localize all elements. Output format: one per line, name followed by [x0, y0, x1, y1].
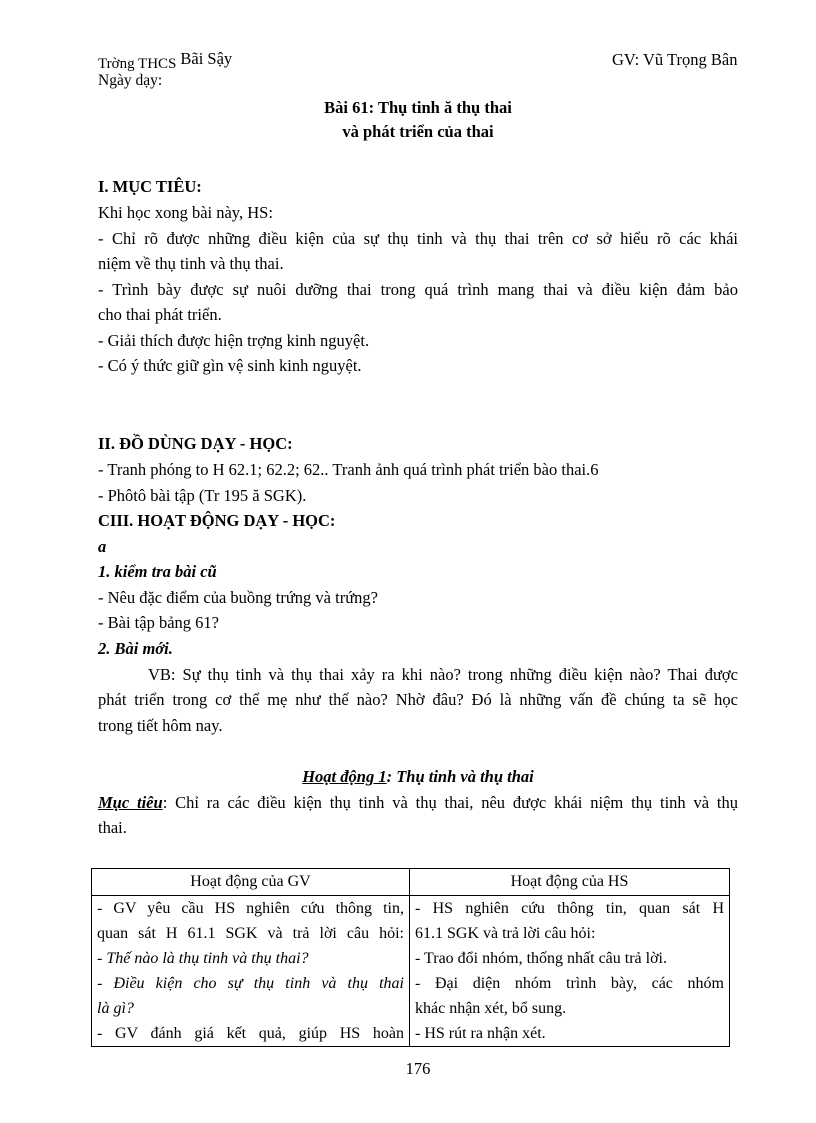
- hs-cell: [410, 896, 730, 1047]
- objective-2a: - Trình bày được sự nuôi dưỡng thai trong quá trình mang thai và điều kiện đảm bảo: [98, 280, 738, 299]
- section2-heading: II. ĐỒ DÙNG DẠY - HỌC:: [98, 434, 293, 453]
- activity1-goal: [98, 793, 738, 813]
- col-header-hs: Hoạt động của HS: [410, 869, 730, 896]
- section3-heading: CIII. HOẠT ĐỘNG DẠY - HỌC:: [98, 511, 336, 530]
- header-teacher: GV: Vũ Trọng Bân: [612, 50, 738, 69]
- objective-2b: cho thai phát triển.: [98, 305, 222, 324]
- gv-line: - GV yêu cầu HS nghiên cứu thông tin,: [97, 900, 404, 917]
- goal-text-b: thai.: [98, 818, 127, 837]
- review-question-1: - Nêu đặc điểm của buồng trứng và trứng?: [98, 588, 378, 607]
- school-prefix: Trờng THCS: [98, 56, 177, 72]
- materials-2: - Phôtô bài tập (Tr 195 ă SGK).: [98, 486, 307, 505]
- lesson-title-line1: Bài 61: Thụ tinh ă thụ thai: [324, 98, 512, 117]
- intro-line-3: trong tiết hôm nay.: [98, 716, 223, 735]
- section1-intro: Khi học xong bài này, HS:: [98, 203, 273, 222]
- activity1-title-rest: : Thụ tinh và thụ thai: [386, 767, 534, 786]
- objective-1a: - Chỉ rõ được những điều kiện của sự thụ tinh và thụ thai trên cơ sở hiểu rõ các khái: [98, 229, 738, 248]
- activity-table: [91, 868, 730, 1047]
- gv-line: - GV đánh giá kết quả, giúp HS hoàn: [97, 1025, 404, 1042]
- school-name: Bãi Sậy: [180, 49, 233, 68]
- stray-letter: a: [98, 537, 107, 556]
- hs-line: - HS nghiên cứu thông tin, quan sát H: [415, 900, 724, 917]
- page-number: 176: [405, 1059, 431, 1078]
- section1-heading: I. MỤC TIÊU:: [98, 177, 202, 196]
- gv-line: là gì?: [97, 1000, 134, 1017]
- objective-3: - Giải thích được hiện trợng kinh nguyệt.: [98, 331, 370, 350]
- hs-line: - Trao đổi nhóm, thống nhất câu trả lời.: [415, 950, 667, 967]
- intro-line-2: phát triển trong cơ thể mẹ như thế nào? Nhờ đâu? Đó là những vấn đề chúng ta sẽ học: [98, 690, 738, 709]
- gv-cell: [92, 896, 410, 1047]
- intro-line-1: VB: Sự thụ tinh và thụ thai xảy ra khi nào? trong những điều kiện nào? Thai được: [148, 665, 738, 684]
- activity1-label: Hoạt động 1: [302, 767, 387, 786]
- goal-label: Mục tiêu: [98, 793, 163, 812]
- sub-heading-new-lesson: 2. Bài mới.: [98, 639, 173, 658]
- hs-line: - Đại diện nhóm trình bày, các nhóm: [415, 975, 724, 992]
- materials-1: - Tranh phóng to H 62.1; 62.2; 62.. Tranh ảnh quá trình phát triển bào thai.6: [98, 460, 599, 479]
- activity1-title: [98, 767, 738, 787]
- goal-text-a: : Chỉ ra các điều kiện thụ tinh và thụ thai, nêu được khái niệm thụ tinh và thụ: [162, 793, 738, 812]
- col-header-gv: Hoạt động của GV: [92, 869, 410, 896]
- objective-4: - Có ý thức giữ gìn vệ sinh kinh nguyệt.: [98, 356, 362, 375]
- lesson-title-line2: và phát triển của thai: [342, 122, 494, 141]
- hs-line: khác nhận xét, bổ sung.: [415, 1000, 567, 1017]
- objective-1b: niệm về thụ tinh và thụ thai.: [98, 254, 284, 273]
- date-label: Ngày dạy:: [98, 72, 163, 89]
- gv-line: quan sát H 61.1 SGK và trả lời câu hỏi:: [97, 925, 404, 942]
- table-row: [92, 896, 730, 1047]
- gv-line: - Thế nào là thụ tinh và thụ thai?: [97, 950, 309, 967]
- table-header-row: [92, 869, 730, 896]
- hs-line: 61.1 SGK và trả lời câu hỏi:: [415, 925, 596, 942]
- gv-line: - Điều kiện cho sự thụ tinh và thụ thai: [97, 975, 404, 992]
- hs-line: - HS rút ra nhận xét.: [415, 1025, 546, 1042]
- review-question-2: - Bài tập bảng 61?: [98, 613, 219, 632]
- header-school: [98, 49, 233, 72]
- sub-heading-review: 1. kiểm tra bài cũ: [98, 562, 217, 581]
